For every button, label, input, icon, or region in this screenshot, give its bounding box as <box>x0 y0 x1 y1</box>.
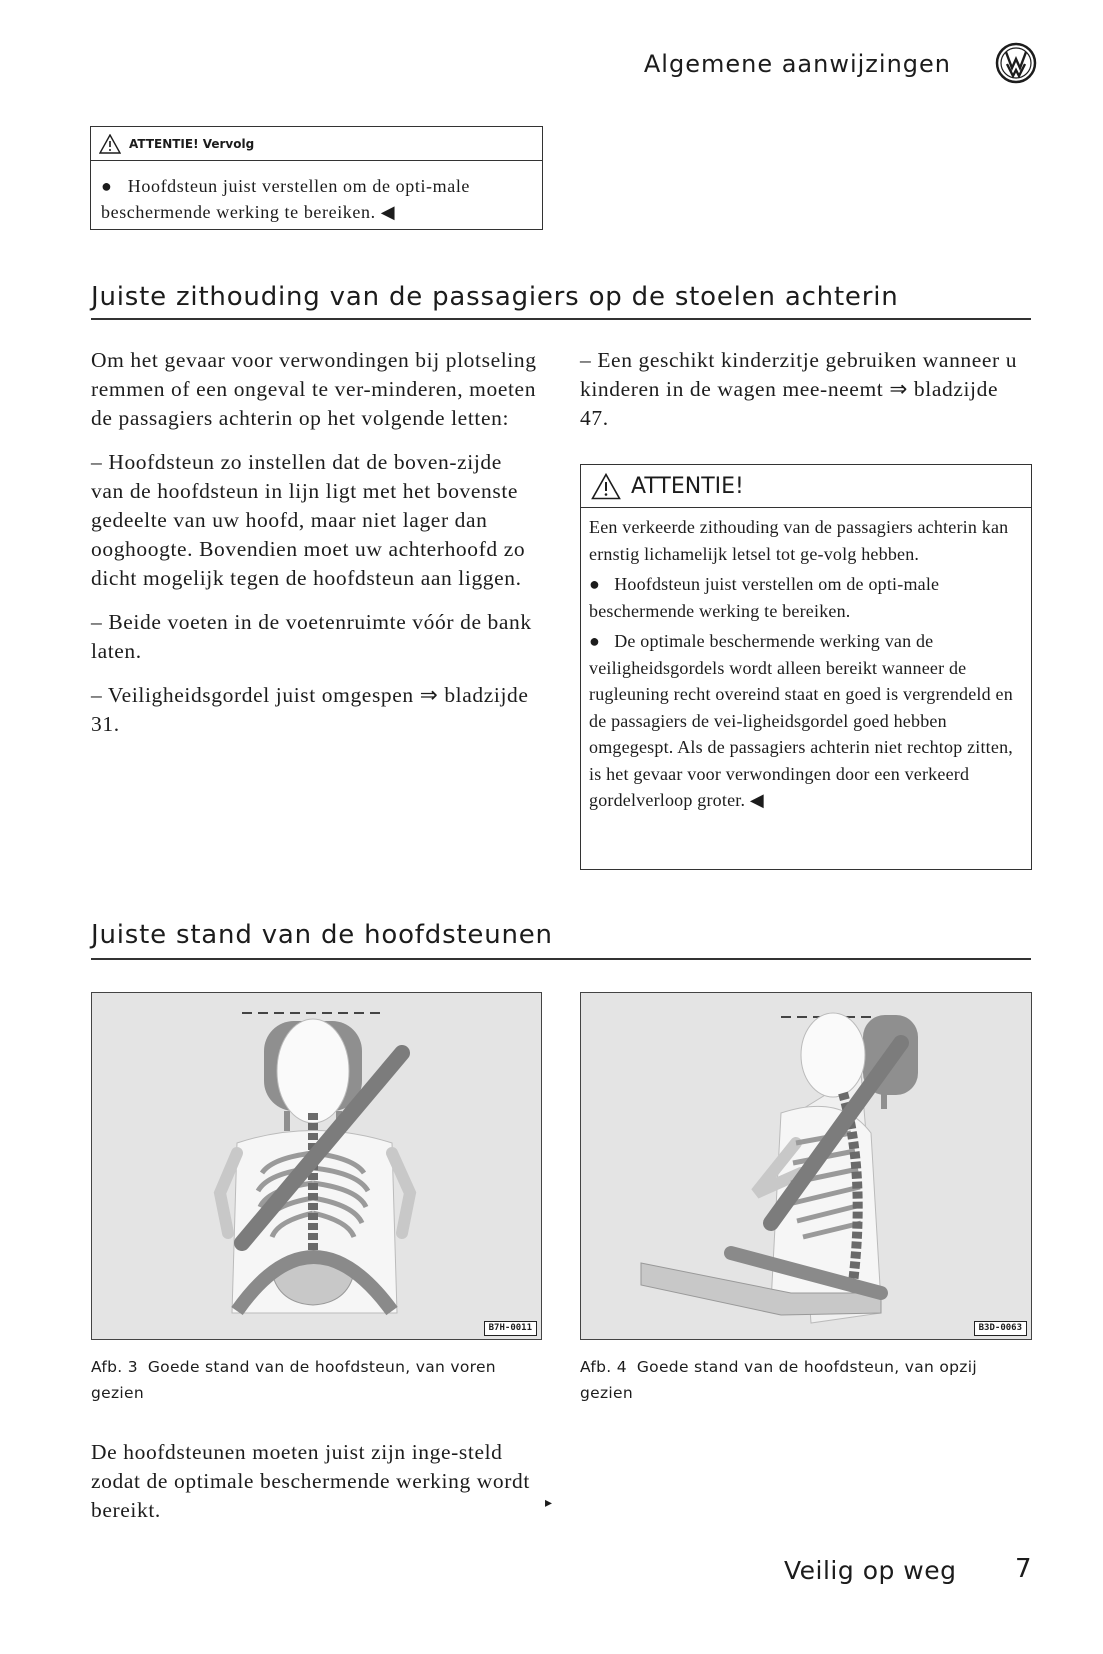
bullet-icon: ● <box>101 176 128 196</box>
page-number: 7 <box>1015 1554 1032 1584</box>
warning-triangle-icon <box>591 473 621 500</box>
seating-left-column <box>91 346 539 754</box>
figure-caption-text: Goede stand van de hoofdsteun, van opzij gezien <box>580 1358 977 1402</box>
seating-item-belt: – Veiligheidsgordel juist omgespen ⇒ bladzijde 31. <box>91 683 529 736</box>
headrest-paragraph: De hoofdsteunen moeten juist zijn inge-steld zodat de optimale beschermende werking wordt bereikt. <box>91 1440 530 1522</box>
bullet-icon: ● <box>589 631 615 651</box>
warning-continued-box <box>90 126 543 230</box>
end-mark-icon: ◀ <box>749 790 764 810</box>
warning-continued-header <box>91 127 542 161</box>
heading-divider <box>91 318 1031 320</box>
seating-intro: Om het gevaar voor verwondingen bij plotseling remmen of een ongeval te ver-minderen, moeten de passagiers achterin op het volgende letten: <box>91 348 537 430</box>
vw-logo-icon <box>995 42 1037 84</box>
figure-headrest-front <box>91 992 542 1340</box>
seating-right-column <box>580 346 1020 448</box>
figure-code: B7H-0011 <box>484 1321 537 1336</box>
seating-item-feet: – Beide voeten in de voetenruimte vóór de bank laten. <box>91 610 532 663</box>
seating-item-headrest: – Hoofdsteun zo instellen dat de boven-zijde van de hoofdsteun in lijn ligt met het bovenste gedeelte van uw hoofd, maar niet lager dan ooghoogte. Bovendien moet uw achterhoofd zo dicht mogelijk tegen de hoofdsteun aan liggen. <box>91 450 526 590</box>
warning-header <box>581 465 1031 508</box>
header-title: Algemene aanwijzingen <box>643 50 951 78</box>
figure-code: B3D-0063 <box>974 1321 1027 1336</box>
warning-text: Een verkeerde zithouding van de passagiers achterin kan ernstig lichamelijk letsel tot ge-volg hebben. <box>589 517 1009 564</box>
warning-bullet: ● De optimale beschermende werking van de veiligheidsgordels wordt alleen bereikt wanneer de rugleuning recht overeind staat en goed is vergrendeld en de passagiers de vei-ligheidsgordel goed hebben omgegespt. Als de passagiers achterin niet rechtop zitten, is het gevaar voor verwondingen door een verkeerd gordelverloop groter. ◀ <box>589 631 1013 810</box>
figure-headrest-side <box>580 992 1032 1340</box>
skeleton-front-illustration <box>92 993 541 1339</box>
seating-item-childseat: – Een geschikt kinderzitje gebruiken wanneer u kinderen in de wagen mee-neemt ⇒ bladzijde 47. <box>580 348 1018 430</box>
figure-caption <box>580 1354 1035 1406</box>
warning-continued-bullet <box>101 173 532 225</box>
skeleton-side-illustration <box>581 993 1031 1339</box>
warning-triangle-icon <box>99 134 121 154</box>
warning-box <box>580 464 1032 870</box>
heading-divider <box>91 958 1031 960</box>
end-mark-icon: ◀ <box>380 202 396 222</box>
warning-bullet: ● Hoofdsteun juist verstellen om de opti-male beschermende werking te bereiken. <box>589 574 940 621</box>
section-heading-seating: Juiste zithouding van de passagiers op de stoelen achterin <box>91 282 899 312</box>
section-heading-headrests: Juiste stand van de hoofdsteunen <box>91 920 553 950</box>
figure-caption <box>91 1354 543 1406</box>
warning-continued-text: Hoofdsteun juist verstellen om de opti-male beschermende werking te bereiken. <box>101 176 471 222</box>
warning-continued-title: ATTENTIE! Vervolg <box>129 136 255 151</box>
figure-number: Afb. 3 <box>91 1358 138 1376</box>
footer-section-title: Veilig op weg <box>784 1556 957 1585</box>
figure-number: Afb. 4 <box>580 1358 627 1376</box>
bullet-icon: ● <box>589 574 615 594</box>
figure-caption-text: Goede stand van de hoofdsteun, van voren gezien <box>91 1358 496 1402</box>
warning-title: ATTENTIE! <box>631 473 744 499</box>
continue-arrow-icon: ▸ <box>545 1495 553 1511</box>
